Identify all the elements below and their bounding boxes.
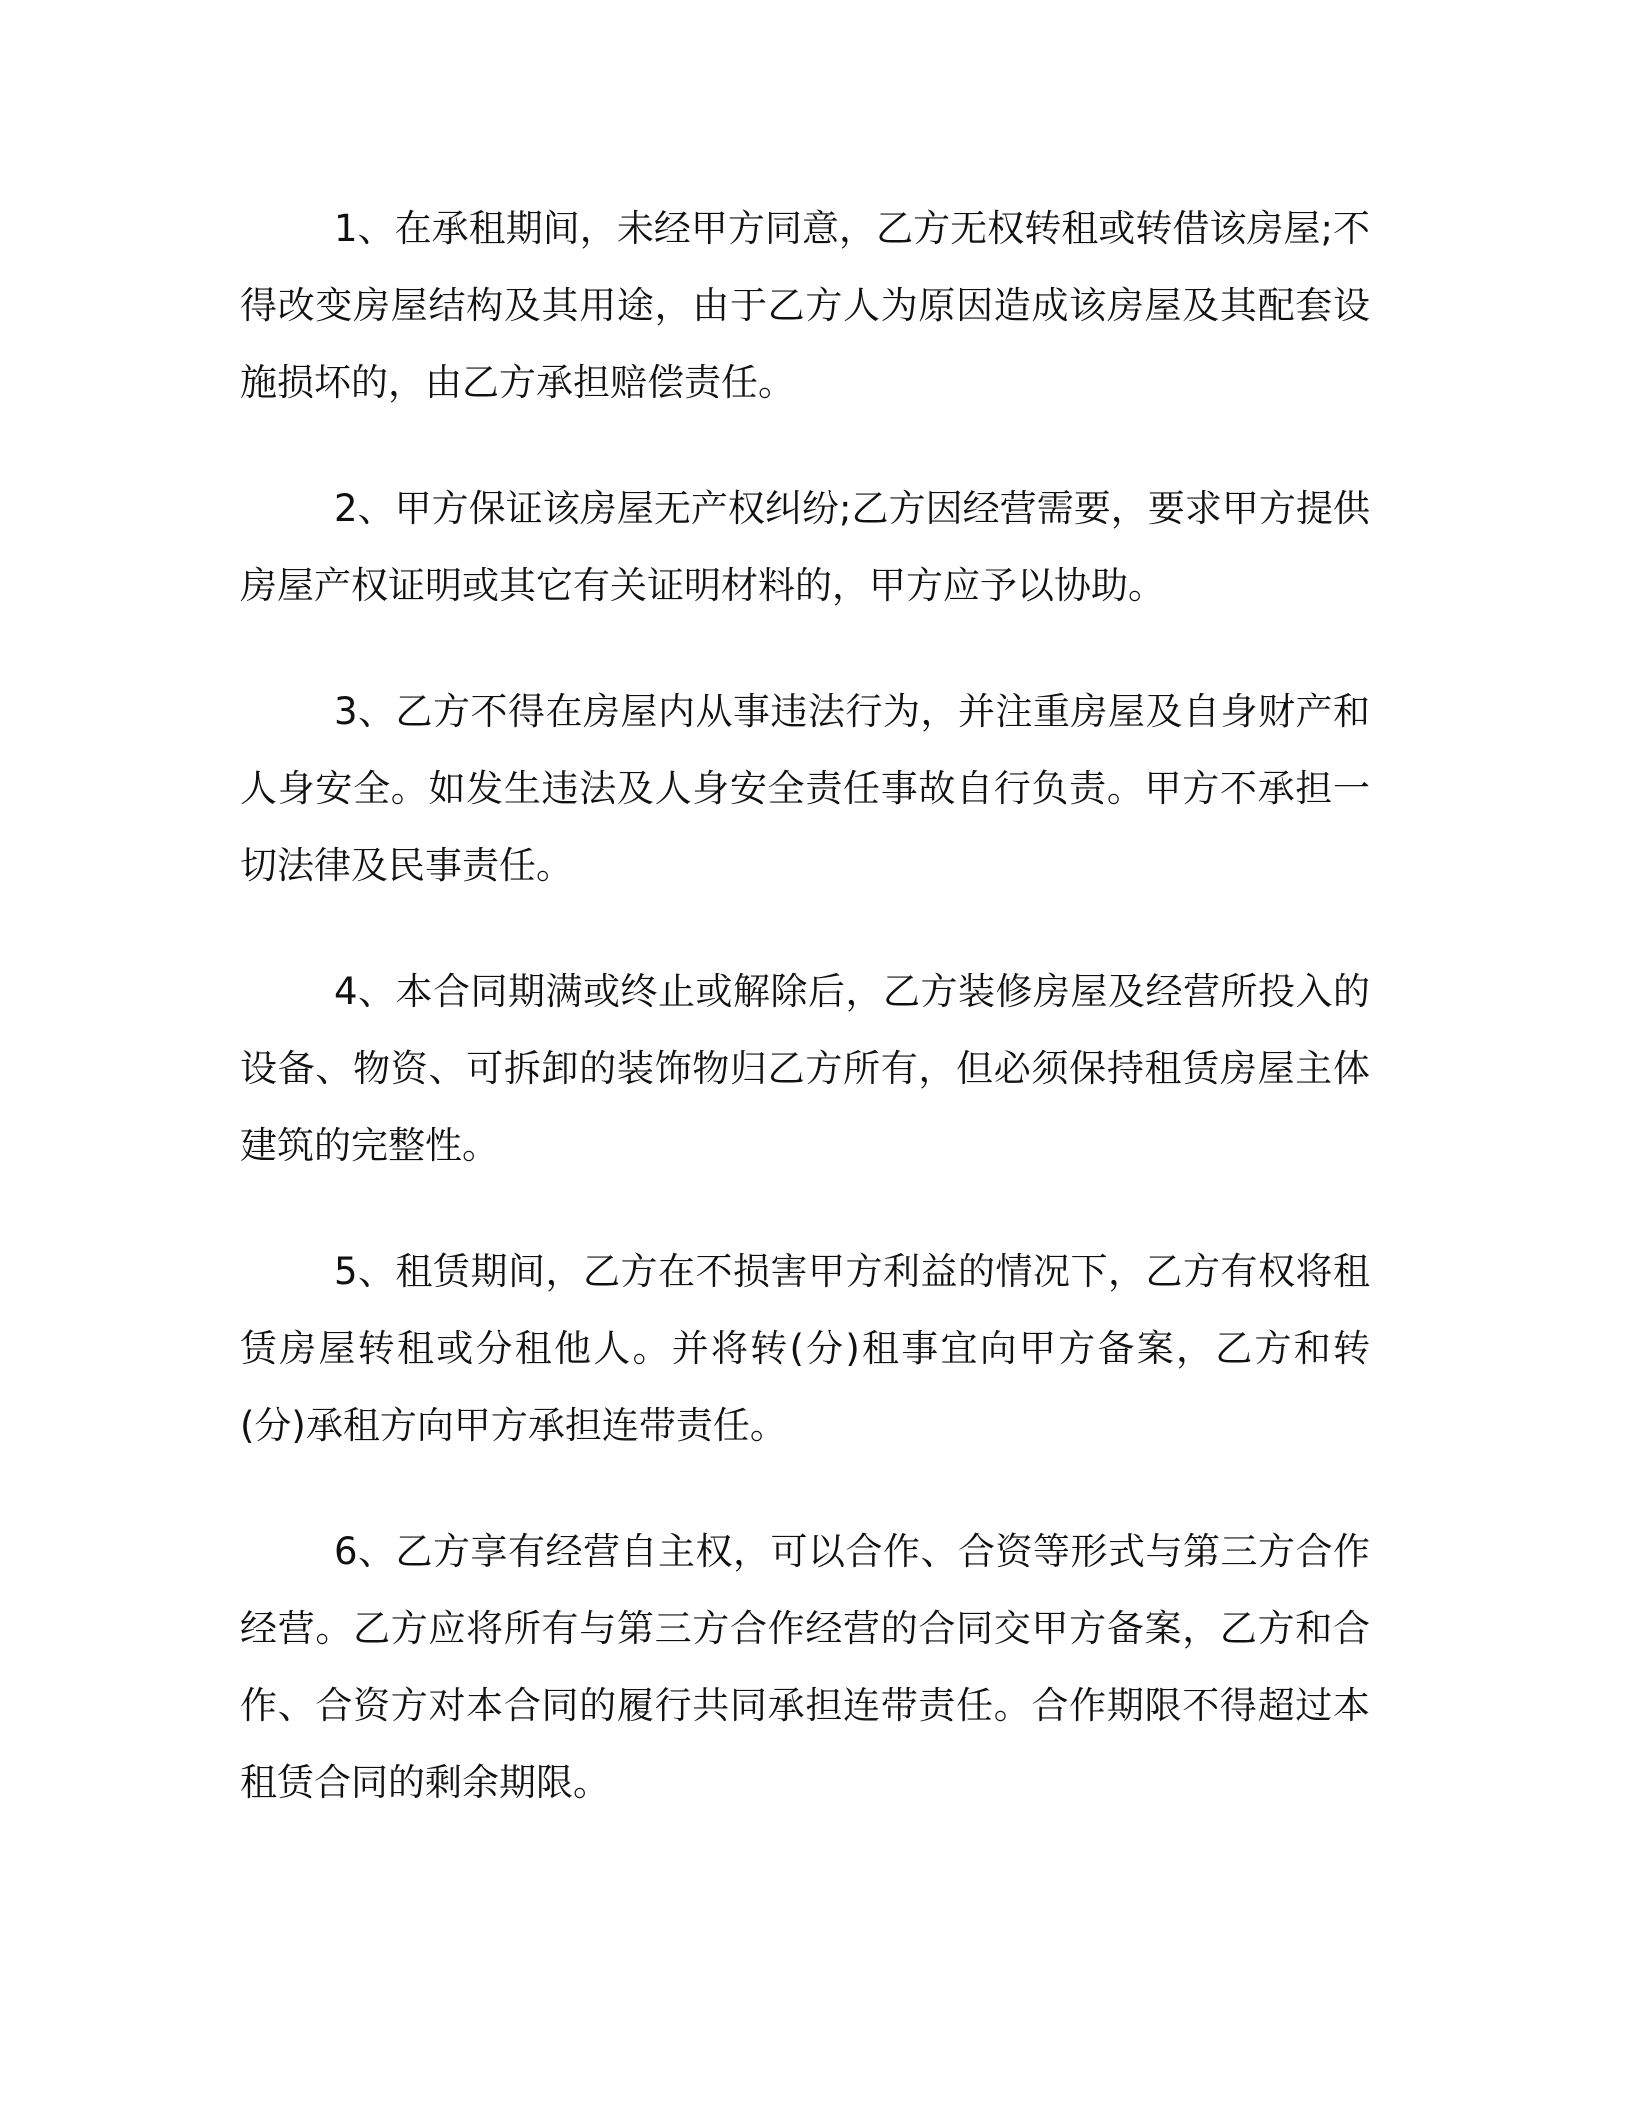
clause-3: 3、乙方不得在房屋内从事违法行为，并注重房屋及自身财产和人身安全。如发生违法及人身安全责任事故自行负责。甲方不承担一切法律及民事责任。 bbox=[240, 690, 1370, 887]
clause-2: 2、甲方保证该房屋无产权纠纷;乙方因经营需要，要求甲方提供房屋产权证明或其它有关证明材料的，甲方应予以协助。 bbox=[240, 487, 1370, 607]
clause-6: 6、乙方享有经营自主权，可以合作、合资等形式与第三方合作经营。乙方应将所有与第三方合作经营的合同交甲方备案，乙方和合作、合资方对本合同的履行共同承担连带责任。合作期限不得超过本租赁合同的剩余期限。 bbox=[240, 1530, 1370, 1804]
clause-4: 4、本合同期满或终止或解除后，乙方装修房屋及经营所投入的设备、物资、可拆卸的装饰物归乙方所有，但必须保持租赁房屋主体建筑的完整性。 bbox=[240, 970, 1370, 1167]
clause-5: 5、租赁期间，乙方在不损害甲方利益的情况下，乙方有权将租赁房屋转租或分租他人。并将转(分)租事宜向甲方备案，乙方和转(分)承租方向甲方承担连带责任。 bbox=[240, 1250, 1370, 1447]
clause-1: 1、在承租期间，未经甲方同意，乙方无权转租或转借该房屋;不得改变房屋结构及其用途，由于乙方人为原因造成该房屋及其配套设施损坏的，由乙方承担赔偿责任。 bbox=[240, 207, 1370, 404]
document-body bbox=[240, 190, 1370, 1870]
